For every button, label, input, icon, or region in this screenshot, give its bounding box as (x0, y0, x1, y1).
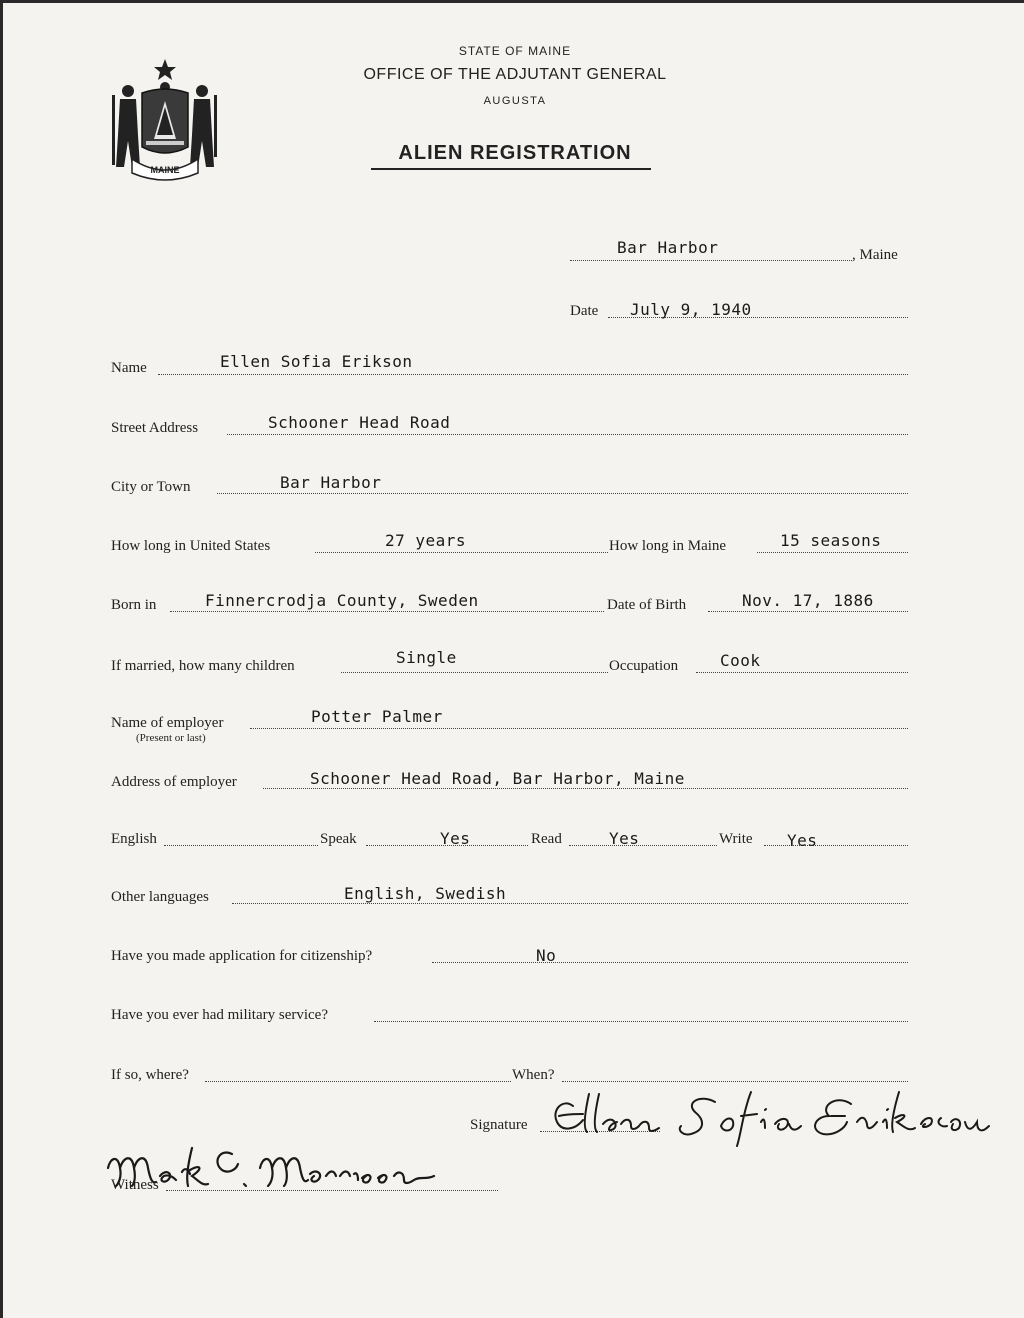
us-time-line (315, 552, 608, 553)
when-label: When? (512, 1067, 555, 1083)
read-label: Read (531, 831, 562, 847)
location-value[interactable]: Bar Harbor (617, 238, 719, 257)
form-title: ALIEN REGISTRATION (398, 142, 632, 164)
citizenship-line (432, 962, 908, 963)
scan-border-top (0, 0, 1024, 3)
dob-value[interactable]: Nov. 17, 1886 (742, 591, 874, 610)
read-value[interactable]: Yes (609, 829, 640, 848)
signature-handwriting (545, 1072, 995, 1152)
location-suffix: , Maine (852, 247, 898, 263)
born-label: Born in (111, 597, 157, 613)
maine-state-seal-icon (110, 55, 220, 183)
us-time-value[interactable]: 27 years (385, 531, 467, 550)
occupation-line (696, 672, 908, 673)
employer-line (250, 728, 908, 729)
other-languages-line (232, 903, 908, 904)
title-underline (371, 168, 651, 170)
scan-border-left (0, 0, 3, 1318)
name-value[interactable]: Ellen Sofia Erikson (220, 352, 413, 371)
children-value[interactable]: Single (396, 648, 457, 667)
english-label: English (111, 831, 157, 847)
date-label: Date (570, 303, 599, 319)
us-time-label: How long in United States (111, 538, 271, 554)
employer-address-line (263, 788, 908, 789)
write-value[interactable]: Yes (787, 831, 818, 850)
occupation-value[interactable]: Cook (720, 651, 761, 670)
maine-time-value[interactable]: 15 seasons (780, 531, 882, 550)
location-line (570, 260, 852, 261)
children-line (341, 672, 608, 673)
maine-time-line (757, 552, 908, 553)
born-line (170, 611, 604, 612)
street-line (227, 434, 908, 435)
employer-label: Name of employer (111, 715, 224, 731)
military-line (374, 1021, 908, 1022)
employer-value[interactable]: Potter Palmer (311, 707, 443, 726)
city-value[interactable]: Bar Harbor (280, 473, 382, 492)
english-line (164, 845, 318, 846)
citizenship-label: Have you made application for citizenship? (111, 948, 373, 964)
employer-address-value[interactable]: Schooner Head Road, Bar Harbor, Maine (310, 769, 685, 788)
speak-value[interactable]: Yes (440, 829, 471, 848)
read-line (569, 845, 717, 846)
write-label: Write (719, 831, 753, 847)
name-label: Name (111, 360, 147, 376)
header-state: STATE OF MAINE (458, 44, 572, 58)
maine-time-label: How long in Maine (609, 538, 727, 554)
witness-label: Witness (111, 1177, 159, 1193)
city-label: City or Town (111, 479, 191, 495)
dob-label: Date of Birth (607, 597, 687, 613)
street-label: Street Address (111, 420, 199, 436)
dob-line (708, 611, 908, 612)
header-city: AUGUSTA (483, 95, 547, 107)
employer-address-label: Address of employer (111, 774, 237, 790)
where-label: If so, where? (111, 1067, 189, 1083)
name-line (158, 374, 908, 375)
street-value[interactable]: Schooner Head Road (268, 413, 451, 432)
header-office: OFFICE OF THE ADJUTANT GENERAL (363, 66, 667, 83)
where-line (205, 1081, 511, 1082)
born-value[interactable]: Finnercrodja County, Sweden (205, 591, 479, 610)
other-languages-label: Other languages (111, 889, 209, 905)
employer-sublabel: (Present or last) (136, 732, 206, 744)
speak-label: Speak (320, 831, 357, 847)
signature-label: Signature (470, 1117, 528, 1133)
occupation-label: Occupation (609, 658, 679, 674)
military-label: Have you ever had military service? (111, 1007, 328, 1023)
write-line (764, 845, 908, 846)
witness-handwriting (98, 1138, 458, 1196)
city-line (217, 493, 908, 494)
other-languages-value[interactable]: English, Swedish (344, 884, 507, 903)
citizenship-value[interactable]: No (536, 946, 557, 965)
seal-text: MAINE (150, 165, 180, 175)
date-value[interactable]: July 9, 1940 (630, 300, 752, 319)
children-label: If married, how many children (111, 658, 295, 674)
